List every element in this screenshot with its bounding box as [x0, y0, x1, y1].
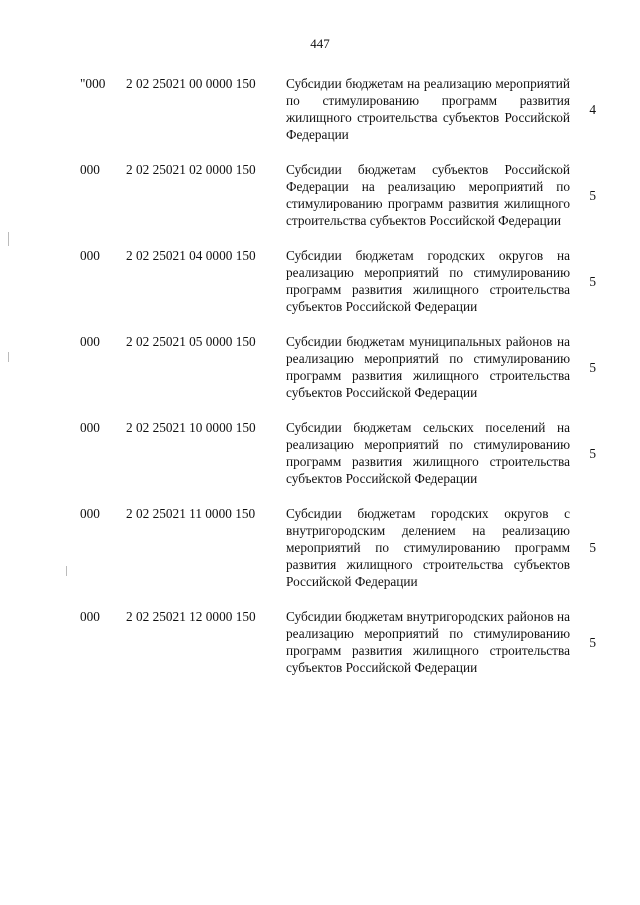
revenue-name: Субсидии бюджетам городских округов с внутригородским делением на реализацию мероприятий по стимулированию программ развития жилищного строительства субъектов Российской Федерации: [286, 506, 570, 589]
table-row: [80, 608, 600, 676]
page-number: 447: [310, 36, 330, 51]
table-row: [80, 419, 600, 487]
revenue-name: Субсидии бюджетам сельских поселений на реализацию мероприятий по стимулированию программ развития жилищного строительства субъектов Российской Федерации: [286, 420, 570, 486]
admin-code: 000: [80, 609, 100, 624]
classification-code: 2 02 25021 11 0000 150: [126, 506, 256, 521]
classification-code: 2 02 25021 05 0000 150: [126, 334, 256, 349]
admin-code: 000: [80, 420, 100, 435]
classification-code: 2 02 25021 00 0000 150: [126, 76, 256, 91]
classification-code: 2 02 25021 12 0000 150: [126, 609, 256, 624]
level-number: 5: [589, 187, 596, 203]
revenue-name: Субсидии бюджетам муниципальных районов на реализацию мероприятий по стимулированию программ развития жилищного строительства субъектов Российской Федерации: [286, 334, 570, 400]
scan-margin-mark: [8, 232, 9, 246]
table-row: [80, 505, 600, 590]
table-row: [80, 247, 600, 315]
revenue-name: Субсидии бюджетам на реализацию мероприятий по стимулированию программ развития жилищного строительства субъектов Российской Федерации: [286, 76, 570, 142]
classification-code: 2 02 25021 02 0000 150: [126, 162, 256, 177]
scan-margin-mark: [66, 566, 67, 576]
level-number: 5: [589, 359, 596, 375]
table-row: [80, 75, 600, 143]
classification-code: 2 02 25021 10 0000 150: [126, 420, 256, 435]
admin-code: 000: [80, 248, 100, 263]
scan-margin-mark: [8, 352, 9, 362]
level-number: 5: [589, 445, 596, 461]
admin-code: 000: [80, 334, 100, 349]
admin-code: "000: [80, 76, 106, 91]
admin-code: 000: [80, 162, 100, 177]
level-number: 4: [589, 101, 596, 117]
table-row: [80, 333, 600, 401]
level-number: 5: [589, 634, 596, 650]
revenue-name: Субсидии бюджетам городских округов на реализацию мероприятий по стимулированию программ развития жилищного строительства субъектов Российской Федерации: [286, 248, 570, 314]
budget-classification-table: [80, 75, 600, 694]
admin-code: 000: [80, 506, 100, 521]
classification-code: 2 02 25021 04 0000 150: [126, 248, 256, 263]
table-row: [80, 161, 600, 229]
level-number: 5: [589, 540, 596, 555]
level-number: 5: [589, 273, 596, 289]
revenue-name: Субсидии бюджетам субъектов Российской Федерации на реализацию мероприятий по стимулированию программ развития жилищного строительства субъектов Российской Федерации: [286, 162, 570, 228]
revenue-name: Субсидии бюджетам внутригородских районов на реализацию мероприятий по стимулированию программ развития жилищного строительства субъектов Российской Федерации: [286, 609, 570, 675]
